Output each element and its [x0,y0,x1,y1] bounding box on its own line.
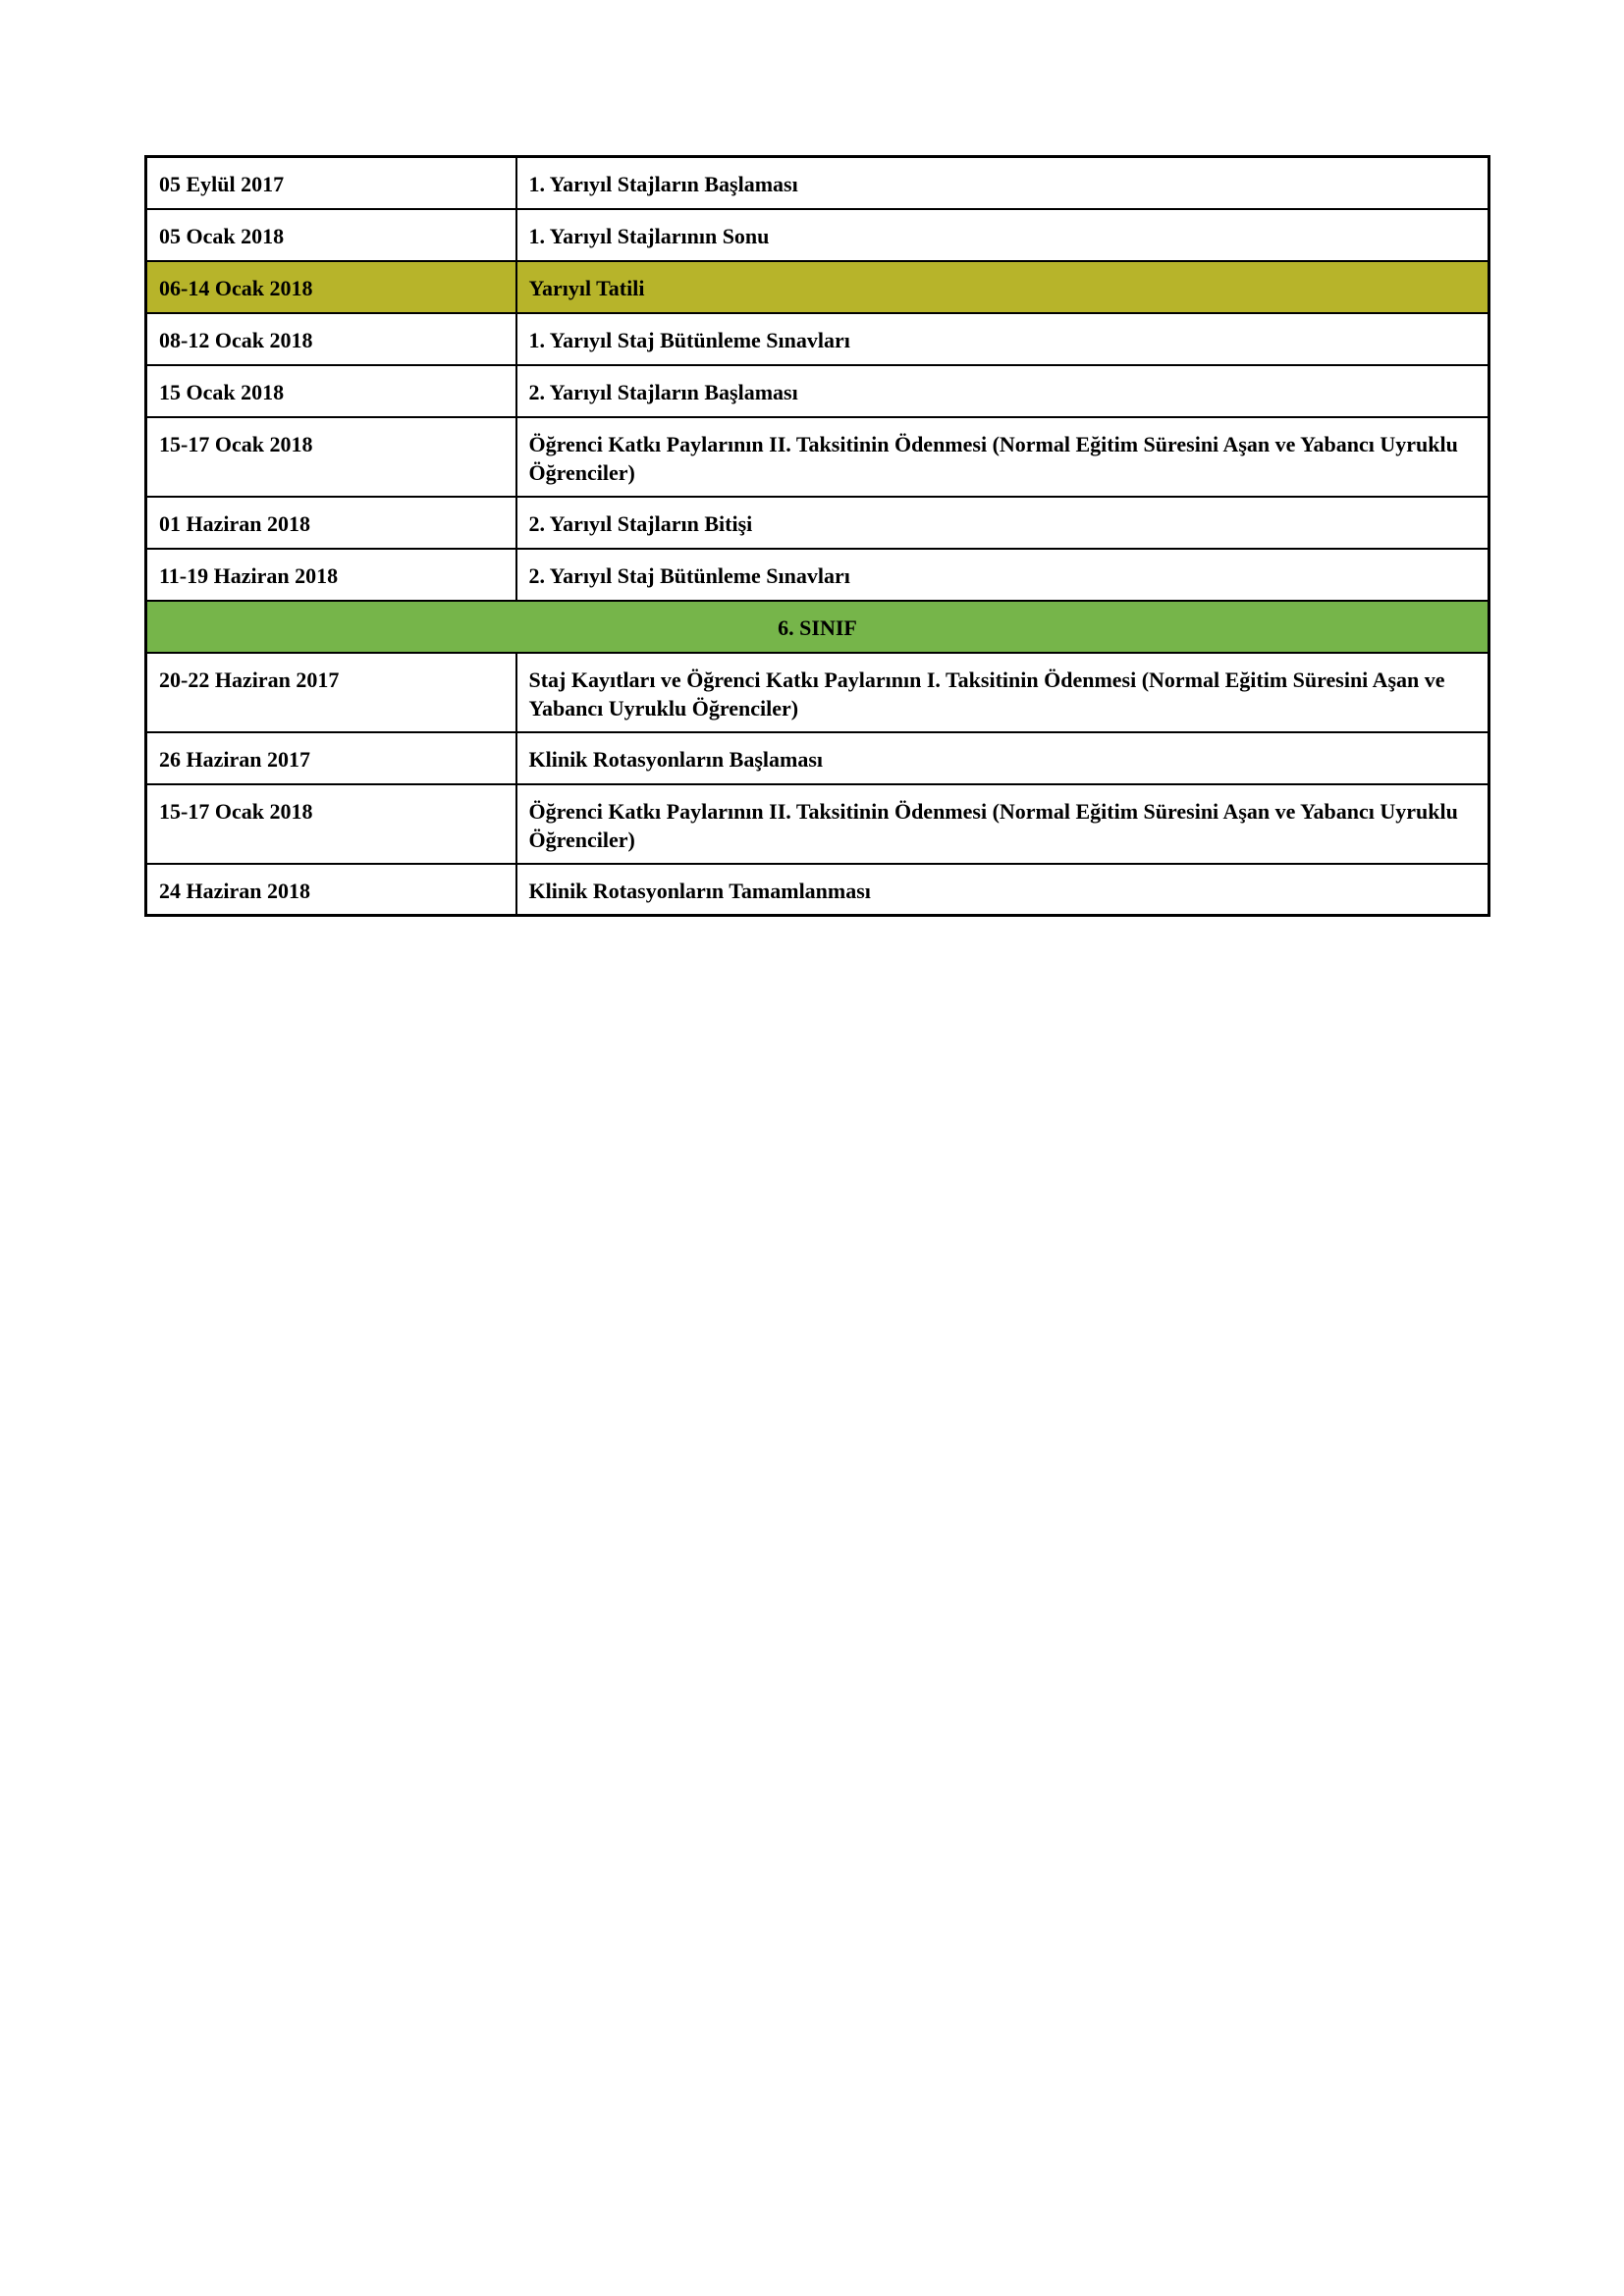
event-date: 06-14 Ocak 2018 [146,261,516,313]
event-description: Öğrenci Katkı Paylarının II. Taksitinin Ödenmesi (Normal Eğitim Süresini Aşan ve Yabancı Uyruklu Öğrenciler) [516,417,1489,497]
event-description: 1. Yarıyıl Staj Bütünleme Sınavları [516,313,1489,365]
event-description: Öğrenci Katkı Paylarının II. Taksitinin Ödenmesi (Normal Eğitim Süresini Aşan ve Yabancı Uyruklu Öğrenciler) [516,784,1489,864]
event-date: 26 Haziran 2017 [146,732,516,784]
calendar-row [146,784,1489,864]
event-date: 24 Haziran 2018 [146,864,516,916]
calendar-row [146,653,1489,732]
event-description: Yarıyıl Tatili [516,261,1489,313]
calendar-row [146,417,1489,497]
event-description: Klinik Rotasyonların Tamamlanması [516,864,1489,916]
calendar-row [146,209,1489,261]
calendar-row [146,365,1489,417]
calendar-row [146,157,1489,209]
section-title: 6. SINIF [146,601,1489,653]
calendar-row [146,732,1489,784]
academic-calendar-table [144,155,1490,917]
calendar-table-body [146,157,1489,916]
calendar-row [146,864,1489,916]
event-date: 15-17 Ocak 2018 [146,784,516,864]
event-description: 1. Yarıyıl Stajlarının Sonu [516,209,1489,261]
event-date: 01 Haziran 2018 [146,497,516,549]
event-description: Klinik Rotasyonların Başlaması [516,732,1489,784]
calendar-row [146,313,1489,365]
event-date: 20-22 Haziran 2017 [146,653,516,732]
event-date: 15 Ocak 2018 [146,365,516,417]
event-description: 2. Yarıyıl Stajların Başlaması [516,365,1489,417]
section-header-row [146,601,1489,653]
calendar-row-holiday [146,261,1489,313]
event-date: 11-19 Haziran 2018 [146,549,516,601]
event-description: 2. Yarıyıl Staj Bütünleme Sınavları [516,549,1489,601]
event-description: 2. Yarıyıl Stajların Bitişi [516,497,1489,549]
event-date: 08-12 Ocak 2018 [146,313,516,365]
event-description: Staj Kayıtları ve Öğrenci Katkı Paylarının I. Taksitinin Ödenmesi (Normal Eğitim Süresini Aşan ve Yabancı Uyruklu Öğrenciler) [516,653,1489,732]
calendar-row [146,549,1489,601]
event-description: 1. Yarıyıl Stajların Başlaması [516,157,1489,209]
event-date: 05 Ocak 2018 [146,209,516,261]
event-date: 05 Eylül 2017 [146,157,516,209]
event-date: 15-17 Ocak 2018 [146,417,516,497]
calendar-row [146,497,1489,549]
